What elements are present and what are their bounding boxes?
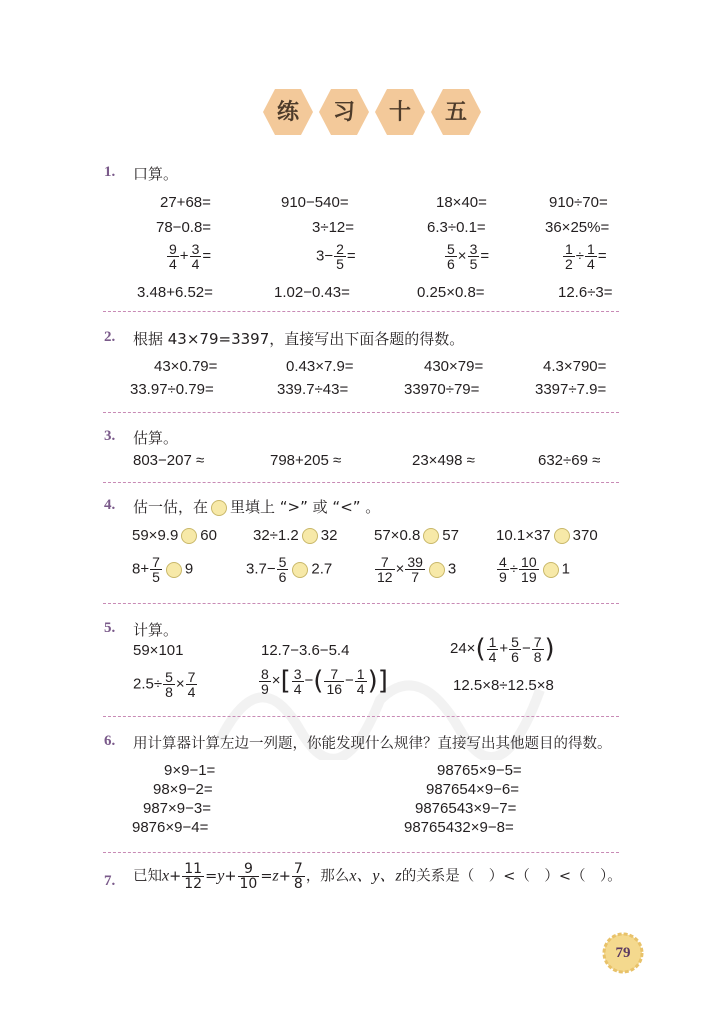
title-char: 习 — [332, 99, 355, 125]
fraction-expression: 3− $\frac{2}{5}$ = — [316, 241, 356, 272]
fraction: $\frac{7}{16}$ — [326, 665, 343, 697]
expression: 98765×9−5= — [437, 762, 522, 779]
fraction: $\frac{7}{12}$ — [377, 554, 393, 585]
title-hexagon — [374, 88, 426, 136]
fraction-expression: $\frac{8}{9}$ ×[ $\frac{3}{4}$ −( $\frac{7}{16}$ − $\frac{1}{4}$ )] — [261, 665, 388, 697]
circle-blank-icon[interactable] — [543, 562, 559, 578]
fraction-expression: $\frac{5}{6}$ × $\frac{3}{5}$ = — [447, 241, 490, 272]
expression: 3÷12= — [312, 219, 355, 236]
fraction-expression: 2.5÷ $\frac{5}{8}$ × $\frac{7}{4}$ — [133, 669, 196, 700]
expression: 9×9−1= — [164, 762, 216, 779]
page-number-badge — [600, 930, 646, 976]
title-hexagon — [318, 88, 370, 136]
circle-blank-icon[interactable] — [423, 528, 439, 544]
expression: 59×101 — [133, 642, 184, 659]
expression: 987×9−3= — [143, 800, 211, 817]
fraction: $\frac{9}{4}$ — [169, 241, 177, 272]
expression: 43×0.79= — [154, 358, 218, 375]
expression: 9876×9−4= — [132, 819, 209, 836]
compare-item: 10.1×37 370 — [496, 527, 598, 544]
fraction: $\frac{5}{8}$ — [165, 669, 173, 700]
fraction: $\frac{7}{5}$ — [152, 554, 160, 585]
expression: 910÷70= — [549, 194, 608, 211]
section-divider — [103, 412, 619, 413]
fraction: $\frac{3}{4}$ — [293, 665, 302, 697]
title-char: 练 — [276, 99, 299, 125]
expression: 9876543×9−7= — [415, 800, 517, 817]
circle-blank-icon[interactable] — [429, 562, 445, 578]
fraction: $\frac{5}{6}$ — [447, 241, 455, 272]
fraction: $\frac{1}{2}$ — [565, 241, 573, 272]
expression: 430×79= — [424, 358, 484, 375]
fraction-expression: $\frac{1}{2}$ ÷ $\frac{1}{4}$ = — [565, 241, 607, 272]
section-divider — [103, 311, 619, 312]
expression: 910−540= — [281, 194, 349, 211]
circle-blank-icon[interactable] — [554, 528, 570, 544]
expression: 12.7−3.6−5.4 — [261, 642, 350, 659]
title-hexagon — [262, 88, 314, 136]
question-text: 估算。 — [133, 429, 179, 447]
fraction: $\frac{9}{10}$ — [239, 861, 258, 892]
question-number: 6. — [104, 733, 116, 749]
section-divider — [103, 603, 619, 604]
fraction: $\frac{2}{5}$ — [336, 241, 344, 272]
title-hexagon — [430, 88, 482, 136]
question-number: 1. — [104, 164, 116, 180]
section-divider — [103, 716, 619, 717]
expression: 803−207 ≈ — [133, 452, 205, 469]
fraction: $\frac{8}{9}$ — [261, 665, 269, 697]
compare-item: $\frac{4}{9}$ ÷ $\frac{10}{19}$ 1 — [499, 554, 570, 585]
fraction: $\frac{1}{4}$ — [587, 241, 595, 272]
compare-item: 59×9.9 60 — [132, 527, 217, 544]
fraction: $\frac{1}{4}$ — [356, 665, 365, 697]
compare-item: 8+ $\frac{7}{5}$ 9 — [132, 554, 194, 585]
expression: 987654×9−6= — [426, 781, 520, 798]
compare-item: 32÷1.2 32 — [253, 527, 338, 544]
compare-item: 3.7− $\frac{5}{6}$ 2.7 — [246, 554, 333, 585]
question-text: 估一估，在 里填上 “>” 或 “<” 。 — [133, 498, 381, 516]
page-number: 79 — [615, 945, 631, 961]
expression: 339.7÷43= — [277, 381, 349, 398]
fraction-expression: $\frac{9}{4}$ + $\frac{3}{4}$ = — [169, 241, 212, 272]
expression: 36×25%= — [545, 219, 610, 236]
question-text: 用计算器计算左边一列题，你能发现什么规律？直接写出其他题目的得数。 — [133, 736, 612, 752]
circle-blank-icon[interactable] — [292, 562, 308, 578]
fraction: $\frac{10}{19}$ — [521, 554, 537, 585]
circle-blank-icon[interactable] — [166, 562, 182, 578]
compare-item: $\frac{7}{12}$ × $\frac{39}{7}$ 3 — [377, 554, 457, 585]
expression: 3.48+6.52= — [137, 284, 213, 301]
fraction: $\frac{3}{5}$ — [469, 241, 478, 272]
expression: 23×498 ≈ — [412, 452, 475, 469]
fraction: $\frac{11}{12}$ — [184, 861, 203, 892]
question-text: 口算。 — [133, 165, 179, 183]
fraction-expression: 24×( $\frac{1}{4}$ + $\frac{5}{6}$ − $\frac{7}{8}$ ) — [450, 633, 555, 665]
question-number: 2. — [104, 329, 116, 345]
circle-blank-icon[interactable] — [302, 528, 318, 544]
fraction: $\frac{7}{8}$ — [533, 633, 542, 665]
expression: 27+68= — [160, 194, 211, 211]
circle-blank-icon — [211, 500, 227, 516]
question-number: 4. — [104, 497, 116, 513]
question-text: 根据 43×79=3397，直接写出下面各题的得数。 — [133, 330, 465, 348]
expression: 33.97÷0.79= — [130, 381, 214, 398]
expression: 12.6÷3= — [558, 284, 613, 301]
fraction: $\frac{5}{6}$ — [278, 554, 287, 585]
title-char: 十 — [388, 99, 411, 125]
expression: 0.25×0.8= — [417, 284, 485, 301]
question-number: 7. — [104, 873, 116, 889]
fraction: $\frac{7}{4}$ — [187, 669, 196, 700]
section-divider — [103, 482, 619, 483]
section-divider — [103, 852, 619, 853]
compare-item: 57×0.8 57 — [374, 527, 459, 544]
expression: 4.3×790= — [543, 358, 607, 375]
fraction: $\frac{39}{7}$ — [407, 554, 423, 585]
fraction: $\frac{3}{4}$ — [191, 241, 200, 272]
expression: 6.3÷0.1= — [427, 219, 486, 236]
expression: 98×9−2= — [153, 781, 213, 798]
expression: 12.5×8÷12.5×8 — [453, 677, 554, 694]
expression: 78−0.8= — [156, 219, 212, 236]
title-char: 五 — [444, 99, 467, 125]
expression: 1.02−0.43= — [274, 284, 350, 301]
lesson-title — [262, 82, 484, 144]
expression: 0.43×7.9= — [286, 358, 354, 375]
circle-blank-icon[interactable] — [181, 528, 197, 544]
expression: 18×40= — [436, 194, 487, 211]
question-number: 5. — [104, 620, 116, 636]
question-number: 3. — [104, 428, 116, 444]
fraction: $\frac{1}{4}$ — [488, 633, 497, 665]
expression: 632÷69 ≈ — [538, 452, 601, 469]
question-text: 已知x+ $\frac{11}{12}$ =y+ $\frac{9}{10}$ =z+ $\frac{7}{8}$ ，那么x、y、z的关系是（ ）<（ ）<（ ）。 — [133, 861, 622, 892]
expression: 33970÷79= — [404, 381, 480, 398]
fraction: $\frac{5}{6}$ — [511, 633, 519, 665]
fraction: $\frac{7}{8}$ — [293, 861, 303, 892]
expression: 3397÷7.9= — [535, 381, 607, 398]
expression: 98765432×9−8= — [404, 819, 514, 836]
expression: 798+205 ≈ — [270, 452, 342, 469]
fraction: $\frac{4}{9}$ — [499, 554, 507, 585]
question-text: 计算。 — [133, 621, 179, 639]
